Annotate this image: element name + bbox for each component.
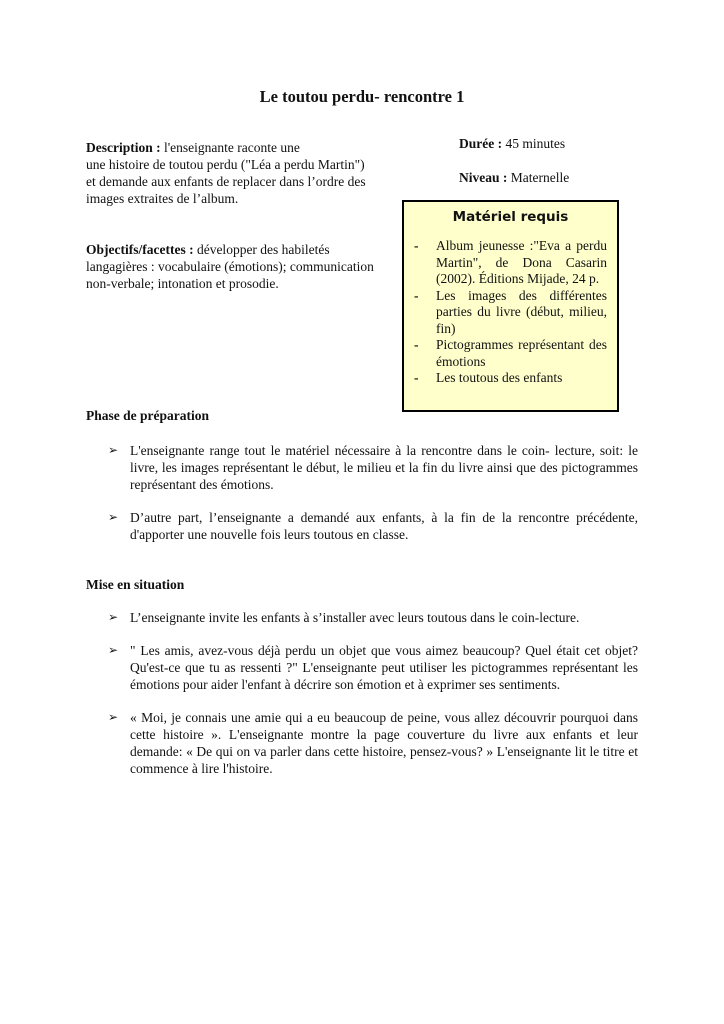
arrow-bullet-icon: ➢ xyxy=(108,443,119,457)
materiel-title: Matériel requis xyxy=(452,209,569,225)
duree-label: Durée : xyxy=(459,136,503,151)
materiel-list xyxy=(414,238,607,387)
arrow-bullet-icon: ➢ xyxy=(108,510,119,524)
objectifs-label: Objectifs/facettes : xyxy=(86,242,194,257)
niveau-value: Maternelle xyxy=(507,170,570,185)
list-item: ➢ L'enseignante range tout le matériel nécessaire à la rencontre dans le coin- lecture, soit: le livre, les images représentant le début, le milieu et la fin du livre ainsi que des pictogrammes représentant des émotions. xyxy=(108,443,638,492)
preparation-heading: Phase de préparation xyxy=(86,408,209,423)
situation-list xyxy=(108,609,638,793)
objectifs-paragraph xyxy=(86,241,376,292)
materiel-item: - Album jeunesse :"Eva a perdu Martin", de Dona Casarin (2002). Éditions Mijade, 24 p. xyxy=(414,238,607,288)
arrow-bullet-icon: ➢ xyxy=(108,643,119,657)
materiel-item: - Les toutous des enfants xyxy=(414,370,607,387)
description-block xyxy=(86,139,376,292)
description-text-line1: l'enseignante raconte une xyxy=(160,140,300,155)
arrow-bullet-icon: ➢ xyxy=(108,710,119,724)
niveau-label: Niveau : xyxy=(459,170,508,185)
list-item: ➢ D’autre part, l’enseignante a demandé aux enfants, à la fin de la rencontre précédente, d'apporter une nouvelle fois leurs toutous en classe. xyxy=(108,510,638,542)
materiel-box xyxy=(402,200,619,412)
materiel-item: - Pictogrammes représentant des émotions xyxy=(414,337,607,370)
materiel-item: - Les images des différentes parties du livre (début, milieu, fin) xyxy=(414,288,607,338)
list-item: ➢ L’enseignante invite les enfants à s’installer avec leurs toutous dans le coin-lecture. xyxy=(108,610,580,625)
description-paragraph xyxy=(86,139,376,207)
description-text: une histoire de toutou perdu ("Léa a perdu Martin") et demande aux enfants de replacer dans l’ordre des images extraites de l’album. xyxy=(86,157,366,206)
situation-heading: Mise en situation xyxy=(86,577,185,592)
description-label: Description : xyxy=(86,140,161,155)
duree-line xyxy=(459,135,659,152)
list-item: ➢ " Les amis, avez-vous déjà perdu un objet que vous aimez beaucoup? Quel était cet objet? Qu'est-ce que tu as ressenti ?" L'enseignante peut utiliser les pictogrammes représentant les émotions pour aider l'enfant à décrire son émotion et à exprimer ses sentiments. xyxy=(108,643,638,692)
duree-value: 45 minutes xyxy=(502,136,566,151)
list-item: ➢ « Moi, je connais une amie qui a eu beaucoup de peine, vous allez découvrir pourquoi dans cette histoire ». L'enseignante montre la page couverture du livre aux enfants et leur demande: « De qui on va parler dans cette histoire, pensez-vous? » L'enseignante lit le titre et commence à lire l'histoire. xyxy=(108,710,638,776)
page-title: Le toutou perdu- rencontre 1 xyxy=(259,87,465,106)
arrow-bullet-icon: ➢ xyxy=(108,610,119,624)
preparation-list xyxy=(108,442,638,559)
objectifs-text: développer des habiletés langagières : vocabulaire (émotions); communication non-verbale; intonation et prosodie. xyxy=(86,242,374,291)
niveau-line xyxy=(459,169,659,186)
